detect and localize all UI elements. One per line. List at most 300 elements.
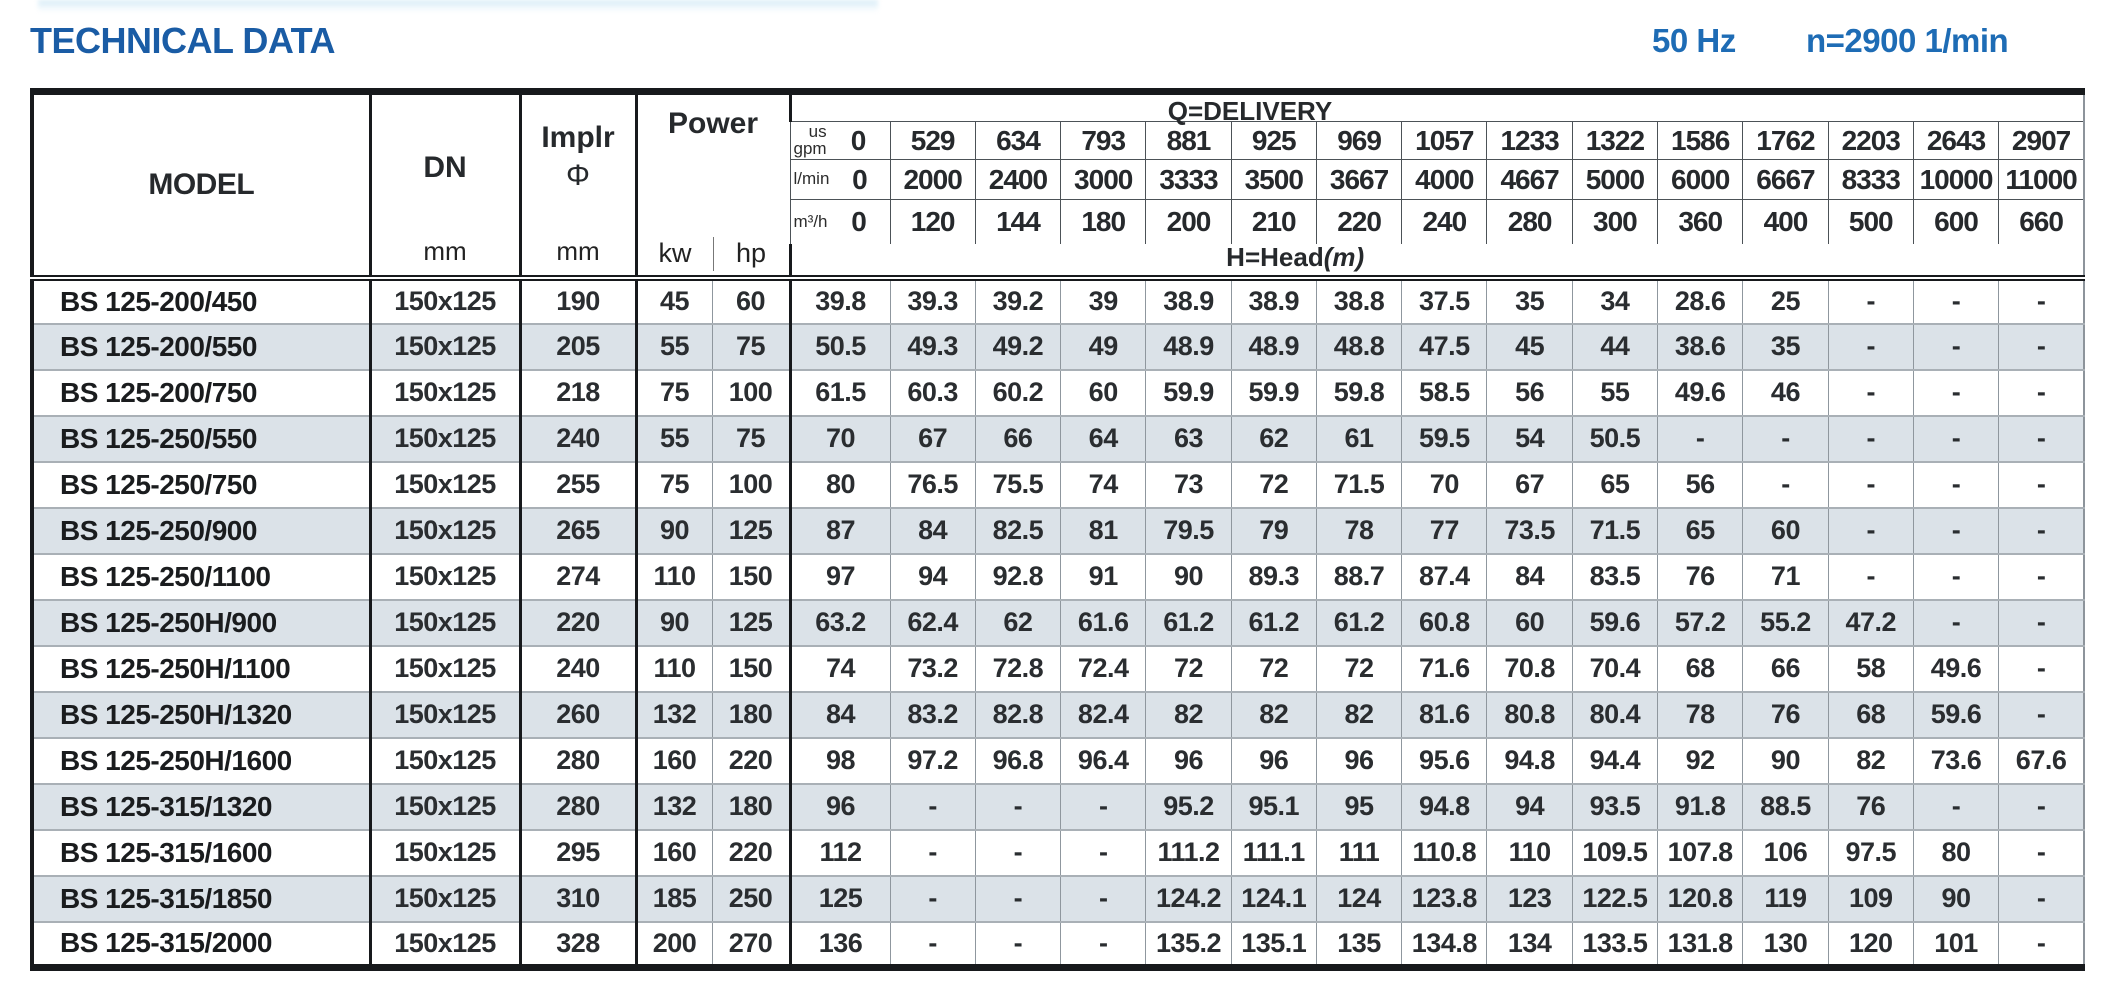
head-value-cell: 79.5: [1146, 508, 1231, 554]
head-value-cell: 64: [1061, 416, 1146, 462]
column-header-impeller: [520, 92, 636, 278]
table-row: [32, 738, 2084, 784]
power-hp-cell: 220: [712, 738, 790, 784]
flow-m3h-cell: 220: [1316, 200, 1401, 244]
head-value-cell: 95.1: [1231, 784, 1316, 830]
head-value-cell: -: [975, 922, 1060, 968]
table-row: [32, 416, 2084, 462]
dn-cell: 150x125: [370, 922, 520, 968]
table-body: [32, 278, 2084, 968]
power-units-row: [638, 237, 789, 271]
flow-m3h-cell: 600: [1913, 200, 1998, 244]
head-value-cell: 58.5: [1402, 370, 1487, 416]
head-value-cell: 65: [1572, 462, 1657, 508]
dn-cell: 150x125: [370, 370, 520, 416]
head-label-row: [790, 241, 2084, 278]
head-value-cell: 57.2: [1658, 600, 1743, 646]
head-value-cell: 38.9: [1231, 278, 1316, 324]
head-value-cell: 50.5: [1572, 416, 1657, 462]
impeller-cell: 255: [520, 462, 636, 508]
power-kw-cell: 200: [636, 922, 712, 968]
head-value-cell: 76.5: [890, 462, 975, 508]
head-value-cell: 123.8: [1402, 876, 1487, 922]
power-header-label: Power: [667, 107, 759, 140]
power-hp-cell: 180: [712, 784, 790, 830]
head-label: [1226, 242, 1364, 273]
head-value-cell: 109.5: [1572, 830, 1657, 876]
head-value-cell: 96: [1146, 738, 1231, 784]
head-value-cell: 79: [1231, 508, 1316, 554]
head-value-cell: 70.4: [1572, 646, 1657, 692]
head-value-cell: 77: [1402, 508, 1487, 554]
model-cell: BS 125-250/1100: [32, 554, 370, 600]
impeller-cell: 190: [520, 278, 636, 324]
head-value-cell: 44: [1572, 324, 1657, 370]
head-value-cell: -: [890, 784, 975, 830]
head-value-cell: 47.2: [1828, 600, 1913, 646]
head-value-cell: 133.5: [1572, 922, 1657, 968]
head-value-cell: -: [975, 784, 1060, 830]
head-value-cell: 88.7: [1316, 554, 1401, 600]
power-hp-cell: 125: [712, 600, 790, 646]
table-row: [32, 462, 2084, 508]
impeller-cell: 205: [520, 324, 636, 370]
head-value-cell: 109: [1828, 876, 1913, 922]
dn-cell: 150x125: [370, 416, 520, 462]
head-value-cell: 72.4: [1061, 646, 1146, 692]
head-value-cell: 71.5: [1572, 508, 1657, 554]
head-value-cell: 119: [1743, 876, 1828, 922]
dn-cell: 150x125: [370, 554, 520, 600]
dn-cell: 150x125: [370, 830, 520, 876]
head-value-cell: -: [1743, 462, 1828, 508]
flow-m3h-value: 0: [851, 205, 866, 237]
impeller-cell: 220: [520, 600, 636, 646]
model-cell: BS 125-315/2000: [32, 922, 370, 968]
column-header-power: [636, 92, 790, 278]
head-value-cell: 80: [1913, 830, 1998, 876]
head-value-cell: 83.5: [1572, 554, 1657, 600]
flow-usgpm-unit-line: us: [808, 122, 827, 142]
head-value-cell: 93.5: [1572, 784, 1657, 830]
impeller-cell: 274: [520, 554, 636, 600]
head-value-cell: 124.2: [1146, 876, 1231, 922]
head-value-cell: 92: [1658, 738, 1743, 784]
head-value-cell: 60.2: [975, 370, 1060, 416]
head-value-cell: 76: [1658, 554, 1743, 600]
flow-m3h-cell: 400: [1743, 200, 1828, 244]
flow-m3h-cell: 660: [1999, 200, 2084, 244]
model-cell: BS 125-315/1600: [32, 830, 370, 876]
flow-usgpm-cell: 1057: [1402, 122, 1487, 160]
head-value-cell: -: [1999, 508, 2084, 554]
head-value-cell: 59.8: [1316, 370, 1401, 416]
head-value-cell: 130: [1743, 922, 1828, 968]
head-value-cell: 65: [1658, 508, 1743, 554]
head-value-cell: 37.5: [1402, 278, 1487, 324]
flow-usgpm-value: 0: [850, 124, 866, 156]
power-hp-cell: 100: [712, 370, 790, 416]
head-value-cell: -: [1828, 462, 1913, 508]
power-hp-cell: 75: [712, 324, 790, 370]
model-cell: BS 125-250H/1100: [32, 646, 370, 692]
head-value-cell: 63.2: [790, 600, 890, 646]
power-kw-cell: 75: [636, 462, 712, 508]
flow-lmin-cell: 3667: [1316, 160, 1401, 200]
head-value-cell: 95: [1316, 784, 1401, 830]
head-value-cell: -: [1999, 646, 2084, 692]
head-value-cell: -: [890, 830, 975, 876]
power-kw-cell: 55: [636, 324, 712, 370]
flow-m3h-cell: 200: [1146, 200, 1231, 244]
flow-lmin-cell: 11000: [1999, 160, 2084, 200]
head-value-cell: -: [1913, 554, 1998, 600]
head-value-cell: 62: [1231, 416, 1316, 462]
head-value-cell: -: [1999, 416, 2084, 462]
table-row: [32, 922, 2084, 968]
table-row: [32, 876, 2084, 922]
head-value-cell: 96.4: [1061, 738, 1146, 784]
head-value-cell: 49.6: [1658, 370, 1743, 416]
power-hp-cell: 220: [712, 830, 790, 876]
head-value-cell: 70: [790, 416, 890, 462]
head-value-cell: -: [1828, 416, 1913, 462]
impeller-cell: 310: [520, 876, 636, 922]
head-value-cell: 35: [1743, 324, 1828, 370]
head-value-cell: 61.6: [1061, 600, 1146, 646]
head-value-cell: 78: [1316, 508, 1401, 554]
head-value-cell: 56: [1487, 370, 1572, 416]
head-value-cell: 82: [1828, 738, 1913, 784]
impeller-cell: 218: [520, 370, 636, 416]
head-value-cell: 97.5: [1828, 830, 1913, 876]
head-value-cell: -: [1828, 324, 1913, 370]
table-row: [32, 646, 2084, 692]
flow-usgpm-cell: 2643: [1913, 122, 1998, 160]
head-value-cell: -: [1913, 508, 1998, 554]
head-value-cell: 87: [790, 508, 890, 554]
head-value-cell: -: [1913, 416, 1998, 462]
head-value-cell: 59.5: [1402, 416, 1487, 462]
head-value-cell: 62: [975, 600, 1060, 646]
head-value-cell: 123: [1487, 876, 1572, 922]
dn-cell: 150x125: [370, 738, 520, 784]
power-hp-cell: 250: [712, 876, 790, 922]
head-value-cell: 38.9: [1146, 278, 1231, 324]
head-value-cell: 80.8: [1487, 692, 1572, 738]
power-hp-label: hp: [713, 237, 789, 271]
head-value-cell: 61.2: [1146, 600, 1231, 646]
flow-m3h-cell: 500: [1828, 200, 1913, 244]
head-value-cell: 48.8: [1316, 324, 1401, 370]
model-cell: BS 125-315/1850: [32, 876, 370, 922]
head-value-cell: -: [1061, 922, 1146, 968]
model-header-label: MODEL: [148, 167, 255, 201]
head-value-cell: 125: [790, 876, 890, 922]
impeller-header-label: Implr: [541, 121, 615, 154]
head-value-cell: -: [1828, 554, 1913, 600]
head-value-cell: 135.2: [1146, 922, 1231, 968]
dn-cell: 150x125: [370, 508, 520, 554]
head-value-cell: 124: [1316, 876, 1401, 922]
head-value-cell: 91.8: [1658, 784, 1743, 830]
head-value-cell: -: [1061, 876, 1146, 922]
flow-m3h-cell: 300: [1572, 200, 1657, 244]
page-title: TECHNICAL DATA: [30, 20, 335, 61]
power-kw-cell: 185: [636, 876, 712, 922]
head-value-cell: 72.8: [975, 646, 1060, 692]
model-cell: BS 125-200/750: [32, 370, 370, 416]
flow-lmin-cell: 6667: [1743, 160, 1828, 200]
head-value-cell: 67: [890, 416, 975, 462]
flow-usgpm-cell: 793: [1061, 122, 1146, 160]
head-value-cell: 90: [1146, 554, 1231, 600]
head-value-cell: -: [1999, 554, 2084, 600]
head-value-cell: 34: [1572, 278, 1657, 324]
head-value-cell: 80: [790, 462, 890, 508]
power-hp-cell: 60: [712, 278, 790, 324]
head-value-cell: 61: [1316, 416, 1401, 462]
head-value-cell: 120.8: [1658, 876, 1743, 922]
head-value-cell: -: [1999, 922, 2084, 968]
head-value-cell: 106: [1743, 830, 1828, 876]
head-value-cell: -: [1828, 278, 1913, 324]
head-value-cell: 39.2: [975, 278, 1060, 324]
flow-lmin-unit-label: [794, 171, 830, 187]
power-kw-cell: 132: [636, 784, 712, 830]
model-cell: BS 125-250H/1600: [32, 738, 370, 784]
head-value-cell: 49.3: [890, 324, 975, 370]
head-value-cell: 60: [1061, 370, 1146, 416]
flow-lmin-cell: 10000: [1913, 160, 1998, 200]
head-value-cell: 56: [1658, 462, 1743, 508]
flow-usgpm-cell: [790, 122, 890, 160]
flow-m3h-cell: 280: [1487, 200, 1572, 244]
head-value-cell: 67: [1487, 462, 1572, 508]
head-value-cell: 61.5: [790, 370, 890, 416]
impeller-cell: 295: [520, 830, 636, 876]
head-value-cell: -: [890, 876, 975, 922]
head-value-cell: -: [1913, 784, 1998, 830]
table-row: [32, 600, 2084, 646]
head-value-cell: 39.8: [790, 278, 890, 324]
technical-data-table: [30, 88, 2085, 971]
delivery-header-label: Q=DELIVERY: [1167, 96, 1333, 126]
head-value-cell: 110: [1487, 830, 1572, 876]
flow-usgpm-cell: 969: [1316, 122, 1401, 160]
head-value-cell: 75.5: [975, 462, 1060, 508]
head-value-cell: -: [1061, 784, 1146, 830]
head-value-cell: 96: [1231, 738, 1316, 784]
head-value-cell: 72: [1146, 646, 1231, 692]
head-value-cell: 96: [790, 784, 890, 830]
head-value-cell: -: [1913, 600, 1998, 646]
impeller-cell: 240: [520, 646, 636, 692]
head-value-cell: 91: [1061, 554, 1146, 600]
table-row: [32, 692, 2084, 738]
head-value-cell: 72: [1316, 646, 1401, 692]
flow-lmin-cell: 6000: [1658, 160, 1743, 200]
head-value-cell: 135.1: [1231, 922, 1316, 968]
flow-m3h-cell: 360: [1658, 200, 1743, 244]
head-value-cell: 38.6: [1658, 324, 1743, 370]
head-value-cell: 60.8: [1402, 600, 1487, 646]
flow-usgpm-unit-line: gpm: [793, 138, 827, 158]
flow-lmin-unit-line: l/min: [793, 169, 830, 189]
head-value-cell: 95.6: [1402, 738, 1487, 784]
flow-lmin-cell: 4667: [1487, 160, 1572, 200]
table-row: [32, 370, 2084, 416]
head-value-cell: -: [1743, 416, 1828, 462]
impeller-cell: 260: [520, 692, 636, 738]
head-value-cell: 49.6: [1913, 646, 1998, 692]
head-value-cell: -: [975, 876, 1060, 922]
head-value-cell: 59.6: [1572, 600, 1657, 646]
flow-lmin-cell: 5000: [1572, 160, 1657, 200]
head-value-cell: 92.8: [975, 554, 1060, 600]
flow-usgpm-unit-wrap: [791, 124, 890, 156]
head-value-cell: 136: [790, 922, 890, 968]
power-kw-cell: 160: [636, 830, 712, 876]
head-label-text: H=Head: [1226, 241, 1324, 272]
flow-lmin-value: 0: [852, 163, 867, 195]
head-value-cell: 74: [1061, 462, 1146, 508]
impeller-cell: 265: [520, 508, 636, 554]
head-value-cell: 78: [1658, 692, 1743, 738]
flow-lmin-cell: 4000: [1402, 160, 1487, 200]
head-value-cell: 66: [1743, 646, 1828, 692]
head-value-cell: 82: [1146, 692, 1231, 738]
flow-m3h-unit-label: [793, 211, 828, 231]
head-value-cell: 107.8: [1658, 830, 1743, 876]
head-value-cell: 73.2: [890, 646, 975, 692]
impeller-cell: 280: [520, 738, 636, 784]
head-value-cell: -: [1999, 324, 2084, 370]
head-value-cell: 101: [1913, 922, 1998, 968]
flow-lmin-cell: 3333: [1146, 160, 1231, 200]
dn-cell: 150x125: [370, 600, 520, 646]
head-unit-label: (m): [1323, 241, 1365, 272]
dn-cell: 150x125: [370, 646, 520, 692]
head-value-cell: -: [1913, 278, 1998, 324]
head-value-cell: -: [1828, 370, 1913, 416]
head-value-cell: 48.9: [1231, 324, 1316, 370]
head-value-cell: -: [1999, 278, 2084, 324]
head-value-cell: 111.2: [1146, 830, 1231, 876]
head-value-cell: 81: [1061, 508, 1146, 554]
head-value-cell: 73: [1146, 462, 1231, 508]
power-hp-cell: 270: [712, 922, 790, 968]
head-value-cell: 90: [1743, 738, 1828, 784]
power-kw-label: kw: [658, 237, 692, 268]
head-value-cell: -: [1913, 370, 1998, 416]
impeller-cell: 328: [520, 922, 636, 968]
flow-m3h-cell: 240: [1402, 200, 1487, 244]
head-value-cell: 61.2: [1316, 600, 1401, 646]
flow-usgpm-cell: 1586: [1658, 122, 1743, 160]
head-value-cell: -: [1999, 692, 2084, 738]
head-value-cell: -: [1999, 876, 2084, 922]
head-value-cell: 84: [790, 692, 890, 738]
head-value-cell: 97: [790, 554, 890, 600]
power-kw-cell: 75: [636, 370, 712, 416]
model-cell: BS 125-200/450: [60, 285, 257, 317]
table-row: [32, 324, 2084, 370]
head-value-cell: 66: [975, 416, 1060, 462]
flow-usgpm-cell: 634: [975, 122, 1060, 160]
dn-cell: 150x125: [370, 278, 520, 324]
impeller-diameter-symbol: Φ: [566, 159, 590, 192]
power-hp-cell: 150: [712, 554, 790, 600]
dn-cell: 150x125: [370, 876, 520, 922]
flow-m3h-cell: 144: [975, 200, 1060, 244]
model-cell: BS 125-250H/900: [32, 600, 370, 646]
head-value-cell: 59.9: [1146, 370, 1231, 416]
head-value-cell: 82: [1316, 692, 1401, 738]
head-value-cell: 68: [1658, 646, 1743, 692]
head-value-cell: 73.6: [1913, 738, 1998, 784]
impeller-unit-label: mm: [556, 235, 600, 266]
head-value-cell: 95.2: [1146, 784, 1231, 830]
power-hp-cell: 150: [712, 646, 790, 692]
dn-cell: 150x125: [370, 324, 520, 370]
dn-cell: 150x125: [370, 784, 520, 830]
head-value-cell: 55: [1572, 370, 1657, 416]
dn-header-label: DN: [423, 151, 467, 184]
flow-lmin-cell: 8333: [1828, 160, 1913, 200]
head-value-cell: 71.6: [1402, 646, 1487, 692]
head-value-cell: 110.8: [1402, 830, 1487, 876]
table-header: [32, 92, 2084, 278]
head-value-cell: -: [890, 922, 975, 968]
head-value-cell: 94.8: [1487, 738, 1572, 784]
head-value-cell: 50.5: [790, 324, 890, 370]
power-hp-cell: 125: [712, 508, 790, 554]
head-value-cell: 88.5: [1743, 784, 1828, 830]
flow-usgpm-cell: 2203: [1828, 122, 1913, 160]
head-value-cell: 59.9: [1231, 370, 1316, 416]
flow-usgpm-cell: 881: [1146, 122, 1231, 160]
flow-usgpm-unit-label: [794, 124, 827, 156]
column-header-dn: [370, 92, 520, 278]
head-value-cell: 73.5: [1487, 508, 1572, 554]
model-cell: BS 125-250/900: [32, 508, 370, 554]
head-value-cell: -: [1913, 462, 1998, 508]
head-value-cell: 111.1: [1231, 830, 1316, 876]
head-value-cell: 94: [890, 554, 975, 600]
flow-m3h-cell: [790, 200, 890, 244]
head-value-cell: 96.8: [975, 738, 1060, 784]
head-value-cell: 112: [790, 830, 890, 876]
head-value-cell: -: [1828, 508, 1913, 554]
power-kw-cell: 90: [636, 600, 712, 646]
head-value-cell: -: [1999, 600, 2084, 646]
flow-m3h-cell: 210: [1231, 200, 1316, 244]
head-value-cell: 111: [1316, 830, 1401, 876]
flow-usgpm-cell: 1322: [1572, 122, 1657, 160]
head-value-cell: 82.5: [975, 508, 1060, 554]
head-value-cell: 49: [1061, 324, 1146, 370]
flow-lmin-cell: [790, 160, 890, 200]
flow-usgpm-cell: 925: [1231, 122, 1316, 160]
power-kw-cell: 160: [636, 738, 712, 784]
frequency-label: 50 Hz: [1652, 22, 1736, 59]
head-value-cell: 124.1: [1231, 876, 1316, 922]
head-value-cell: 131.8: [1658, 922, 1743, 968]
head-value-cell: 134.8: [1402, 922, 1487, 968]
model-cell: BS 125-315/1320: [32, 784, 370, 830]
dn-cell: 150x125: [370, 692, 520, 738]
